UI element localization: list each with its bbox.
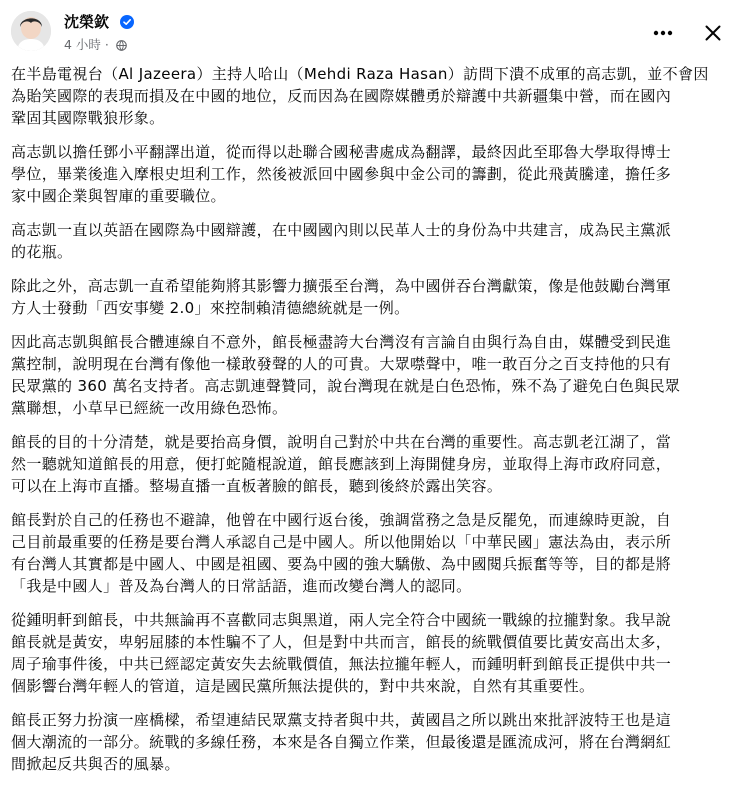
meta-separator: · [104,37,109,52]
avatar-image [11,11,51,51]
post-paragraph: 從鍾明軒到館長，中共無論再不喜歡同志與黑道，兩人完全符合中國統一戰線的拉攏對象。我早說 館長就是黃安，卑躬屈膝的本性騙不了人，但是對中共而言，館長的統戰價值要比黃安高出太多， 周子瑜事件後，中共已經認定黃安失去統戰價值，無法拉攏年輕人，而鍾明軒到館長正提供中共一 個影響台灣年輕人的管道，這是國民黨所無法提供的，對中共來說，自然有其重要性。 [11,611,672,695]
post-meta [64,37,109,53]
post-header [0,0,743,60]
post-timestamp[interactable]: 4 小時 [64,37,101,52]
post-paragraph: 高志凱以擔任鄧小平翻譯出道，從而得以赴聯合國秘書處成為翻譯，最終因此至耶魯大學取得博士 學位，畢業後進入摩根史坦利工作，然後被派回中國參與中金公司的籌劃，從此飛黃騰達，擔任多 家中國企業與智庫的重要職位。 [11,143,672,205]
post-body [11,63,733,787]
close-icon [705,25,721,41]
post-paragraph: 除此之外，高志凱一直希望能夠將其影響力擴張至台灣，為中國併吞台灣獻策，像是他鼓勵台灣軍 方人士發動「西安事變 2.0」來控制賴清德總統就是一例。 [11,277,672,317]
post-paragraph: 因此高志凱與館長合體連線自不意外，館長極盡誇大台灣沒有言論自由與行為自由，媒體受到民進 黨控制，說明現在台灣有像他一樣敢發聲的人的可貴。大眾噤聲中，唯一敢百分之百支持他的只有 民眾黨的 360 萬名支持者。高志凱連聲贊同，說台灣現在就是白色恐怖，殊不為了避免白色與民眾 黨聯想，小草早已經統一改用綠色恐怖。 [11,333,681,417]
post-paragraph: 館長對於自己的任務也不避諱，他曾在中國行返台後，強調當務之急是反罷免，而連線時更說，自 己目前最重要的任務是要台灣人承認自己是中國人。所以他開始以「中華民國」憲法為由，表示所 有台灣人其實都是中國人、中國是祖國、要為中國的強大驕傲、為中國閱兵振奮等等，目的都是將 「我是中國人」普及為台灣人的日常話語，進而改變台灣人的認同。 [11,511,672,595]
globe-icon[interactable] [116,40,127,51]
author-name[interactable]: 沈榮欽 [64,13,110,31]
post-paragraph: 館長的目的十分清楚，就是要抬高身價，說明自己對於中共在台灣的重要性。高志凱老江湖了，當 然一聽就知道館長的用意，便打蛇隨棍說道，館長應該到上海開健身房，並取得上海市政府同意， 可以在上海市直播。整場直播一直板著臉的館長，聽到後終於露出笑容。 [11,433,672,495]
verified-badge-icon [120,15,134,29]
avatar[interactable] [11,11,51,51]
more-options-button[interactable] [649,19,677,47]
post-paragraph: 館長正努力扮演一座橋樑，希望連結民眾黨支持者與中共，黃國昌之所以跳出來批評波特王也是這 個大潮流的一部分。統戰的多線任務，本來是各自獨立作業，但最後還是匯流成河，將在台灣網紅 間掀起反共與否的風暴。 [11,711,672,773]
more-options-icon [653,30,673,36]
close-button[interactable] [699,19,727,47]
post-paragraph: 高志凱一直以英語在國際為中國辯護，在中國國內則以民革人士的身份為中共建言，成為民主黨派 的花瓶。 [11,221,672,261]
post-paragraph: 在半島電視台（Al Jazeera）主持人哈山（Mehdi Raza Hasan）訪問下潰不成軍的高志凱，並不會因 為貽笑國際的表現而損及在中國的地位，反而因為在國際媒體勇於辯護中共新疆集中營，而在國內 鞏固其國際戰狼形象。 [11,65,709,127]
